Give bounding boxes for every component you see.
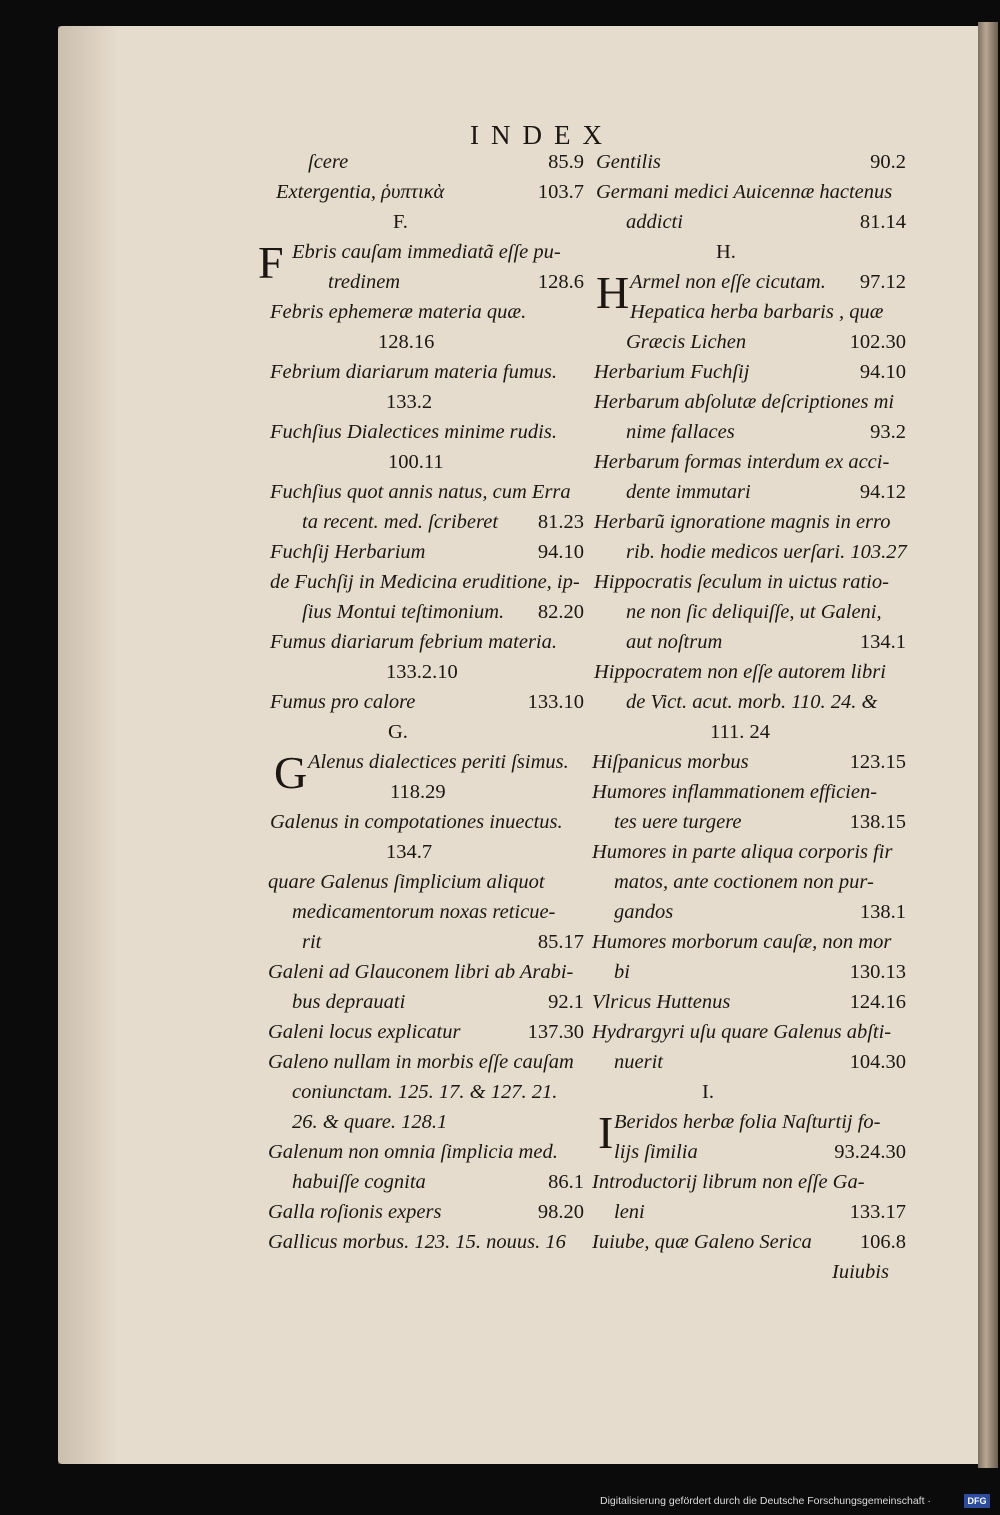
page-reference: 123.15 [849,751,906,773]
index-entry: leni [614,1201,645,1223]
page-reference: 134.7 [386,841,433,863]
letter-heading: I. [702,1081,714,1103]
index-entry: ne non ſic deliquiſſe, ut Galeni, [626,601,882,623]
index-entry: 26. & quare. 128.1 [292,1111,448,1133]
page-reference: 98.20 [537,1201,584,1223]
page-reference: 130.13 [849,961,906,983]
page-reference: 92.1 [548,991,584,1013]
letter-heading: G. [388,721,408,743]
index-entry: Gallicus morbus. 123. 15. nouus. 16 [268,1231,566,1253]
index-entry: Ebris cauſam immediatã eſſe pu- [292,241,561,263]
index-entry: tes uere turgere [614,811,742,833]
index-entry: quare Galenus ſimplicium aliquot [268,871,545,893]
index-entry: Fuchſij Herbarium [270,541,426,563]
page-reference: 118.29 [390,781,446,803]
index-entry: ſius Montui teſtimonium. [302,601,505,623]
page-reference: 128.6 [537,271,584,293]
index-entry: aut noſtrum [626,631,723,653]
index-entry: Extergentia, ῥυπτικὰ [276,181,445,203]
running-head: INDEX [470,120,614,150]
page-reference: 93.2 [870,421,906,443]
index-entry: Græcis Lichen [626,331,747,353]
index-entry: Hippocratis ſeculum in uictus ratio- [594,571,889,593]
page-reference: 106.8 [859,1231,906,1253]
page-reference: 82.20 [537,601,584,623]
index-entry: Febrium diariarum materia fumus. [270,361,557,383]
index-entry: Humores morborum cauſæ, non mor [592,931,892,953]
index-entry: dente immutari [626,481,751,503]
index-entry: Herbarum formas interdum ex acci- [594,451,890,473]
index-entry: Galeni ad Glauconem libri ab Arabi- [268,961,574,983]
index-entry: Hippocratem non eſſe autorem libri [594,661,886,683]
index-entry: Herbarũ ignoratione magnis in erro [594,511,891,533]
page-edge [978,22,998,1468]
index-entry: Alenus dialectices periti ſsimus. [308,751,569,773]
index-entry: Hepatica herba barbaris , quæ [630,301,884,323]
index-entry: coniunctam. 125. 17. & 127. 21. [292,1081,558,1103]
drop-capital: F [258,237,284,288]
page-reference: 102.30 [849,331,906,353]
gutter-shadow [58,26,118,1464]
page-reference: 104.30 [849,1051,906,1073]
drop-capital: I [598,1107,614,1158]
index-entry: nime fallaces [626,421,735,443]
index-entry: Fuchſius quot annis natus, cum Erra [270,481,571,503]
index-entry: Herbarum abſolutæ deſcriptiones mi [594,391,895,413]
index-entry: Iuiubis [832,1261,889,1283]
index-entry: addicti [626,211,683,233]
page-reference: 133.2 [386,391,433,413]
page-reference: 97.12 [859,271,906,293]
index-entry: Introductorij librum non eſſe Ga- [592,1171,865,1193]
page-reference: 138.15 [849,811,906,833]
index-entry: Galla roſionis expers [268,1201,442,1223]
page-reference: 100.11 [388,451,444,473]
index-entry: lijs ſimilia [614,1141,698,1163]
index-entry: Galenum non omnia ſimplicia med. [268,1141,558,1163]
page-reference: 111. 24 [710,721,770,743]
page-reference: 137.30 [527,1021,584,1043]
index-entry: Hiſpanicus morbus [592,751,749,773]
page-reference: 103.7 [537,181,584,203]
page-reference: 94.10 [859,361,906,383]
index-entry: Humores inflammationem efficien- [592,781,878,803]
drop-capital: H [596,267,630,318]
index-entry: Vlricus Huttenus [592,991,731,1013]
index-entry: Fumus pro calore [270,691,416,713]
page-reference: 86.1 [548,1171,584,1193]
index-entry: bus deprauati [292,991,406,1013]
drop-capital: G [274,747,308,798]
index-entry: Gentilis [596,151,661,173]
index-entry: de Vict. acut. morb. 110. 24. & [626,691,878,713]
index-entry: matos, ante coctionem non pur- [614,871,874,893]
page-reference: 138.1 [859,901,906,923]
index-entry: Fuchſius Dialectices minime rudis. [270,421,557,443]
index-entry: ta recent. med. ſcriberet [302,511,499,533]
page-reference: 93.24.30 [834,1141,906,1163]
page-reference: 133.17 [849,1201,906,1223]
page-reference: 94.10 [537,541,584,563]
index-entry: bi [614,961,630,983]
index-entry: Iuiube, quæ Galeno Serica [592,1231,812,1253]
index-entry: gandos [614,901,674,923]
index-entry: rib. hodie medicos uerſari. 103.27 [626,541,907,563]
letter-heading: F. [393,211,408,233]
page-reference: 81.23 [537,511,584,533]
index-entry: rit [302,931,322,953]
index-entry: Armel non eſſe cicutam. [630,271,826,293]
index-entry: Hydrargyri uſu quare Galenus abſti- [592,1021,892,1043]
index-entry: Galeno nullam in morbis eſſe cauſam [268,1051,574,1073]
index-entry: de Fuchſij in Medicina eruditione, ip- [270,571,580,593]
page-reference: 85.9 [548,151,584,173]
index-entry: Galenus in compotationes inuectus. [270,811,563,833]
index-entry: nuerit [614,1051,663,1073]
page-reference: 94.12 [859,481,906,503]
page-reference: 81.14 [859,211,906,233]
page-reference: 124.16 [849,991,906,1013]
index-entry: Beridos herbæ folia Naſturtij fo- [614,1111,881,1133]
index-entry: ſcere [308,151,349,173]
index-entry: Fumus diariarum febrium materia. [270,631,557,653]
index-entry: medicamentorum noxas reticue- [292,901,556,923]
page-reference: 128.16 [378,331,435,353]
letter-heading: H. [716,241,736,263]
index-entry: Herbarium Fuchſij [594,361,750,383]
index-entry: Humores in parte aliqua corporis fir [592,841,893,863]
dfg-logo: DFG [964,1494,990,1508]
index-entry: tredinem [328,271,401,293]
funding-credit: Digitalisierung gefördert durch die Deutsche Forschungsgemeinschaft · [600,1495,931,1507]
page-reference: 133.2.10 [386,661,458,683]
page-reference: 85.17 [537,931,584,953]
index-entry: Germani medici Auicennæ hactenus [596,181,893,203]
page-reference: 90.2 [870,151,906,173]
index-entry: habuiſſe cognita [292,1171,426,1193]
page-reference: 133.10 [527,691,584,713]
page-reference: 134.1 [859,631,906,653]
index-entry: Febris ephemeræ materia quæ. [270,301,527,323]
index-entry: Galeni locus explicatur [268,1021,461,1043]
